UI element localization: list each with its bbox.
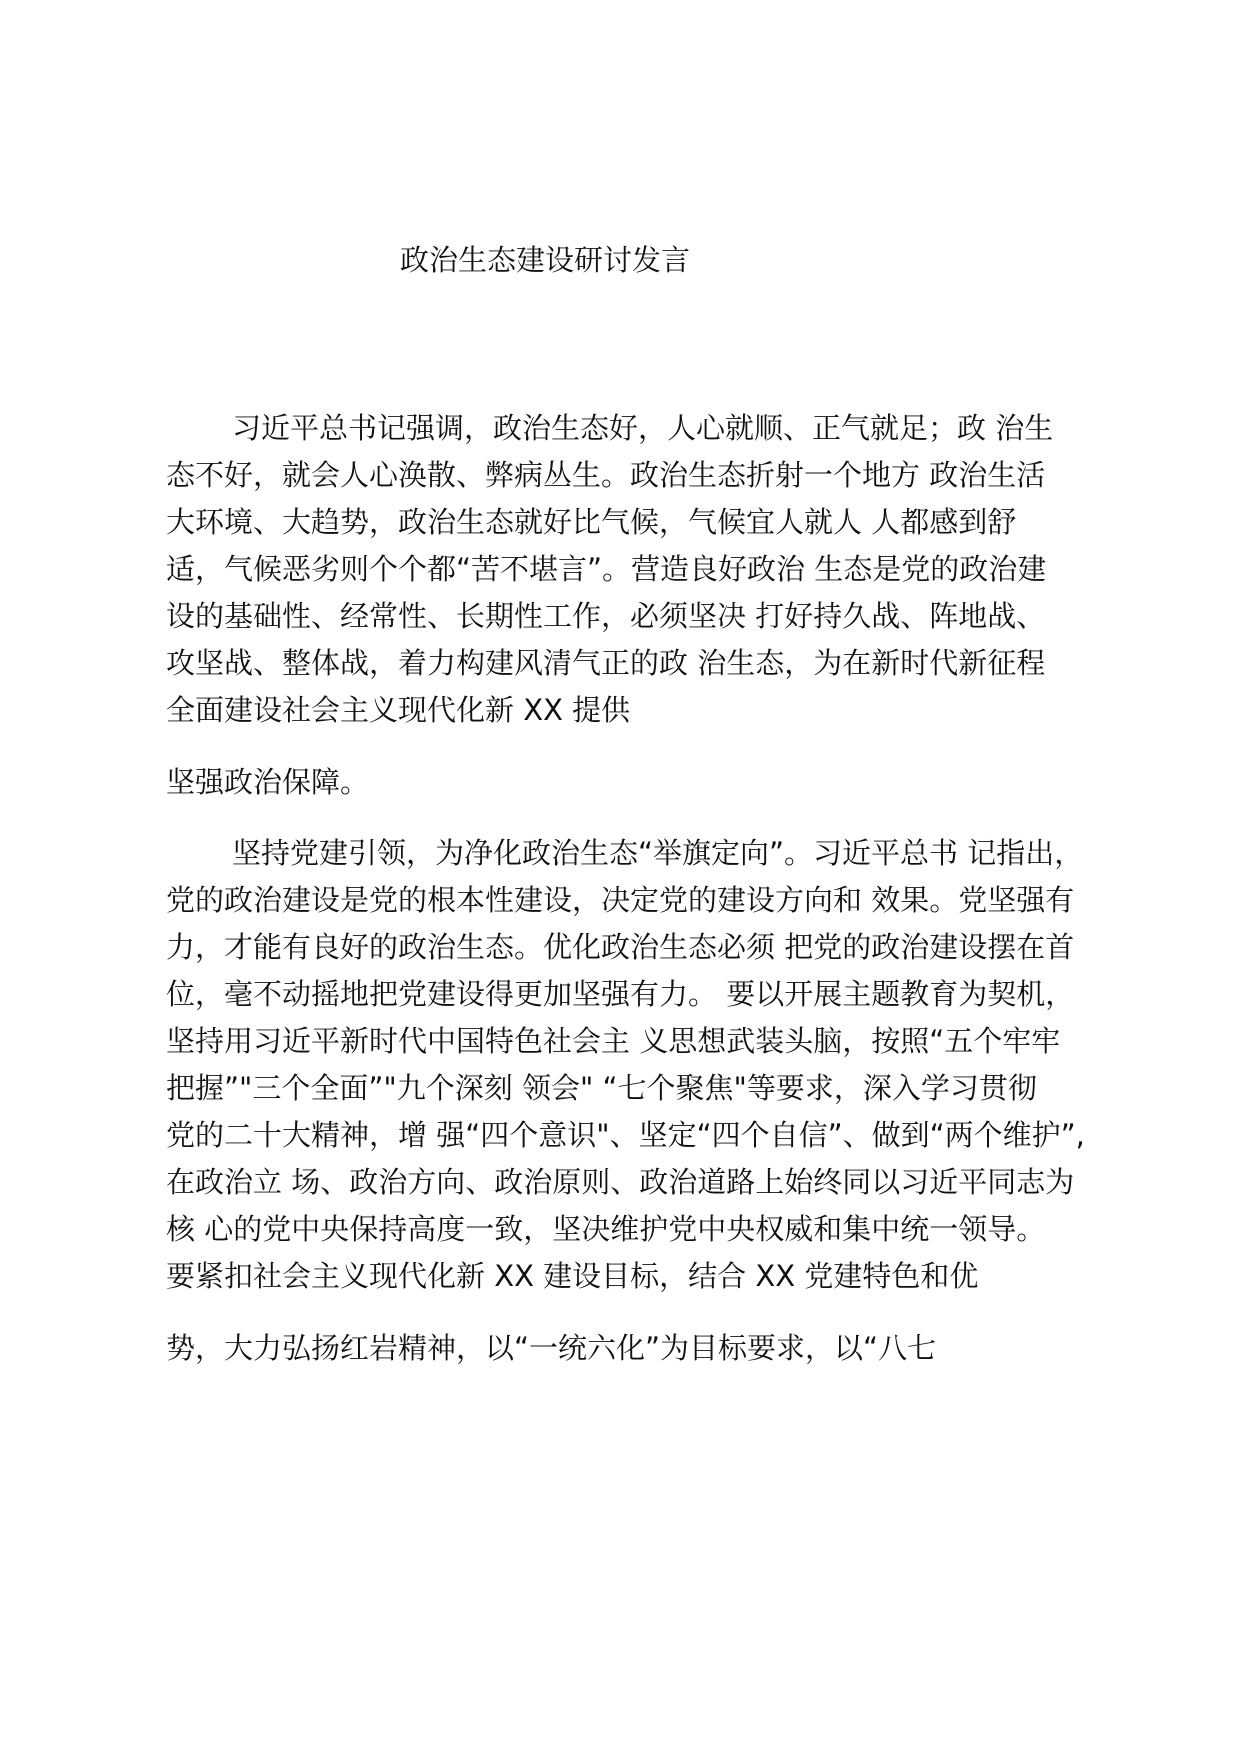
paragraph-1-line-3: 大环境、大趋势，政治生态就好比气候，气候宜人就人 人都感到舒 [166,505,1017,539]
paragraph-2-line-8: 在政治立 场、政治方向、政治原则、政治道路上始终同以习近平同志为 [166,1165,1075,1199]
paragraph-2-line-4: 位，毫不动摇地把党建设得更加坚强有力。 要以开展主题教育为契机， [166,977,1075,1011]
paragraph-2-line-6: 把握”"三个全面”"九个深刻 领会" “七个聚焦"等要求，深入学习贯彻 [166,1071,1037,1105]
paragraph-2-line-10: 要紧扣社会主义现代化新 XX 建设目标，结合 XX 党建特色和优 [166,1259,979,1293]
paragraph-1-line-4: 适，气候恶劣则个个都“苦不堪言”。营造良好政治 生态是党的政治建 [166,552,1047,586]
paragraph-2-line-1: 坚持党建引领，为净化政治生态“举旗定向”。习近平总书 记指出， [232,836,1084,870]
paragraph-2-line-7: 党的二十大精神，增 强“四个意识"、坚定“四个自信”、做到“两个维护”, [166,1118,1085,1152]
document-title: 政治生态建设研讨发言 [400,243,691,277]
paragraph-2-line-5: 坚持用习近平新时代中国特色社会主 义思想武装头脑，按照“五个牢牢 [166,1024,1061,1058]
paragraph-1-line-2: 态不好，就会人心涣散、弊病丛生。政治生态折射一个地方 政治生活 [166,458,1046,492]
paragraph-2-line-3: 力，才能有良好的政治生态。优化政治生态必须 把党的政治建设摆在首 [166,930,1075,964]
paragraph-2-line-11: 势，大力弘扬红岩精神，以“一统六化”为目标要求，以“八七 [166,1331,937,1365]
paragraph-1-line-7: 全面建设社会主义现代化新 XX 提供 [166,693,631,727]
paragraph-1-line-5: 设的基础性、经常性、长期性工作，必须坚决 打好持久战、阵地战、 [166,599,1046,633]
paragraph-2-line-2: 党的政治建设是党的根本性建设，决定党的建设方向和 效果。党坚强有 [166,883,1075,917]
paragraph-1-line-1: 习近平总书记强调，政治生态好，人心就顺、正气就足；政 治生 [232,411,1054,445]
paragraph-1-line-8: 坚强政治保障。 [166,765,370,799]
paragraph-1-line-6: 攻坚战、整体战，着力构建风清气正的政 治生态，为在新时代新征程 [166,646,1046,680]
paragraph-2-line-9: 核 心的党中央保持高度一致，坚决维护党中央权威和集中统一领导。 [166,1212,1046,1246]
